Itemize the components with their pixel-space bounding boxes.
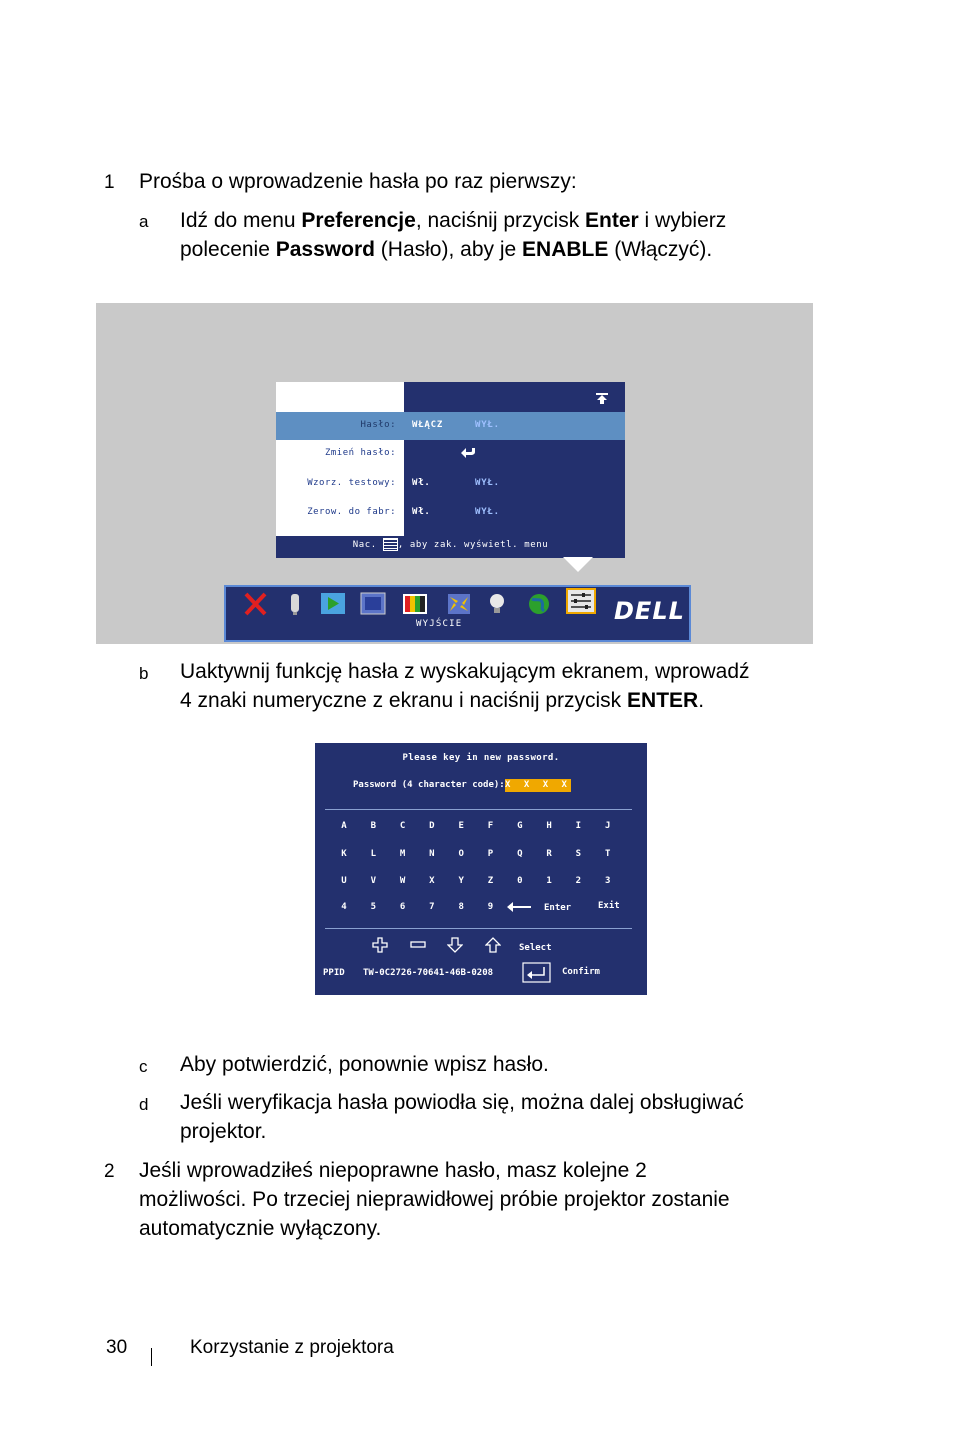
key-7[interactable]: 7 bbox=[429, 902, 435, 912]
dialog-title: Please key in new password. bbox=[402, 753, 560, 763]
substep-letter: b bbox=[139, 664, 149, 683]
menu-row-password[interactable]: Hasło: WŁĄCZ WYŁ. bbox=[276, 412, 625, 440]
key-N[interactable]: N bbox=[429, 849, 435, 859]
menu-row-change-password[interactable]: Zmień hasło: bbox=[276, 440, 625, 468]
menu-row-factory-reset[interactable]: Zerow. do fabr: Wł. WYŁ. bbox=[307, 507, 500, 517]
key-9[interactable]: 9 bbox=[487, 902, 494, 912]
substep-d-line2: projektor. bbox=[180, 1120, 267, 1143]
footer-divider bbox=[151, 1348, 152, 1366]
key-V[interactable]: V bbox=[370, 876, 376, 886]
key-F[interactable]: F bbox=[487, 821, 494, 831]
osd-icon-bar bbox=[224, 585, 691, 642]
language-icon[interactable] bbox=[526, 591, 552, 617]
projector-lamp-icon[interactable] bbox=[282, 591, 308, 617]
step2-line3: automatycznie wyłączony. bbox=[139, 1217, 382, 1240]
substep-c-text: Aby potwierdzić, ponownie wpisz hasło. bbox=[180, 1053, 549, 1076]
step-number: 2 bbox=[104, 1161, 115, 1182]
key-Z[interactable]: Z bbox=[487, 876, 494, 886]
step2-line2: możliwości. Po trzeciej nieprawidłowej próbie projektor zostanie bbox=[139, 1188, 730, 1211]
substep-a-line1: Idź do menu Preferencje, naciśnij przycisk Enter i wybierz bbox=[180, 209, 727, 232]
key-H[interactable]: H bbox=[546, 821, 552, 831]
exit-icon[interactable] bbox=[242, 591, 268, 617]
substep-d-line1: Jeśli weryfikacja hasła powiodła się, można dalej obsługiwać bbox=[180, 1091, 744, 1114]
up-arrow-icon bbox=[485, 937, 501, 953]
menu-row-test-pattern[interactable]: Wzorz. testowy: Wł. WYŁ. bbox=[307, 478, 500, 488]
lamp-icon[interactable] bbox=[484, 591, 510, 617]
password-field[interactable]: X X X X bbox=[505, 780, 571, 790]
ppid-label: PPID bbox=[323, 968, 345, 978]
osd-menu bbox=[276, 382, 625, 558]
substep-letter: c bbox=[139, 1057, 148, 1076]
plus-icon bbox=[372, 937, 388, 953]
key-Y[interactable]: Y bbox=[458, 876, 464, 886]
ppid-value: TW-0C2726-70641-46B-0208 bbox=[363, 968, 494, 978]
key-G[interactable]: G bbox=[517, 821, 523, 831]
step-number: 1 bbox=[104, 172, 115, 193]
select-label: Select bbox=[519, 943, 552, 953]
page-number: 30 bbox=[106, 1337, 128, 1358]
menu-icon bbox=[383, 538, 398, 551]
down-arrow-icon bbox=[447, 937, 463, 953]
key-5[interactable]: 5 bbox=[370, 902, 376, 912]
key-E[interactable]: E bbox=[458, 821, 464, 831]
key-R[interactable]: R bbox=[546, 849, 552, 859]
enter-key[interactable]: Enter bbox=[544, 903, 572, 913]
key-3[interactable]: 3 bbox=[604, 876, 611, 886]
key-L[interactable]: L bbox=[370, 849, 376, 859]
dell-logo: DELL bbox=[614, 597, 685, 625]
key-K[interactable]: K bbox=[341, 849, 347, 859]
substep-b-line2: 4 znaki numeryczne z ekranu i naciśnij przycisk ENTER. bbox=[180, 689, 705, 712]
enter-confirm-icon bbox=[522, 962, 551, 983]
key-2[interactable]: 2 bbox=[575, 876, 582, 886]
key-O[interactable]: O bbox=[458, 849, 464, 859]
key-6[interactable]: 6 bbox=[399, 902, 406, 912]
key-1[interactable]: 1 bbox=[546, 876, 552, 886]
key-0[interactable]: 0 bbox=[517, 876, 523, 886]
key-J[interactable]: J bbox=[604, 821, 611, 831]
password-dialog bbox=[315, 743, 647, 995]
password-label: Password (4 character code): bbox=[353, 780, 505, 790]
up-arrow-icon[interactable] bbox=[594, 390, 610, 406]
key-B[interactable]: B bbox=[370, 821, 376, 831]
key-A[interactable]: A bbox=[341, 821, 347, 831]
enter-return-icon bbox=[460, 447, 476, 459]
key-4[interactable]: 4 bbox=[341, 902, 347, 912]
substep-b-line1: Uaktywnij funkcję hasła z wyskakującym ekranem, wprowadź bbox=[180, 660, 750, 683]
step2-line1: Jeśli wprowadziłeś niepoprawne hasło, masz kolejne 2 bbox=[139, 1159, 647, 1182]
confirm-label: Confirm bbox=[562, 967, 600, 977]
key-I[interactable]: I bbox=[575, 821, 582, 831]
substep-letter: d bbox=[139, 1095, 149, 1114]
substep-a-line2: polecenie Password (Hasło), aby je ENABLE (Włączyć). bbox=[180, 238, 713, 261]
key-C[interactable]: C bbox=[399, 821, 406, 831]
preferences-icon-highlight[interactable] bbox=[566, 588, 596, 614]
preferences-icon bbox=[568, 590, 594, 612]
key-M[interactable]: M bbox=[399, 849, 406, 859]
minus-icon bbox=[410, 940, 426, 950]
key-P[interactable]: P bbox=[487, 849, 494, 859]
color-icon[interactable] bbox=[402, 591, 428, 617]
divider bbox=[325, 928, 632, 929]
backspace-icon[interactable] bbox=[506, 901, 532, 913]
key-T[interactable]: T bbox=[604, 849, 611, 859]
exit-label: WYJŚCIE bbox=[416, 619, 463, 629]
exit-key[interactable]: Exit bbox=[598, 901, 620, 911]
auto-adjust-icon[interactable] bbox=[446, 591, 472, 617]
image-icon[interactable] bbox=[360, 591, 386, 617]
step-text: Prośba o wprowadzenie hasła po raz pierwszy: bbox=[139, 170, 577, 193]
menu-pointer bbox=[563, 557, 593, 573]
key-W[interactable]: W bbox=[399, 876, 406, 886]
key-8[interactable]: 8 bbox=[458, 902, 464, 912]
key-S[interactable]: S bbox=[575, 849, 582, 859]
key-X[interactable]: X bbox=[429, 876, 435, 886]
divider bbox=[325, 809, 632, 810]
menu-footer-hint: Nac. , aby zak. wyświetl. menu bbox=[352, 540, 549, 550]
footer-title: Korzystanie z projektora bbox=[190, 1337, 394, 1358]
play-source-icon[interactable] bbox=[320, 591, 346, 617]
key-U[interactable]: U bbox=[341, 876, 347, 886]
key-D[interactable]: D bbox=[429, 821, 435, 831]
substep-letter: a bbox=[139, 212, 149, 231]
key-Q[interactable]: Q bbox=[517, 849, 523, 859]
